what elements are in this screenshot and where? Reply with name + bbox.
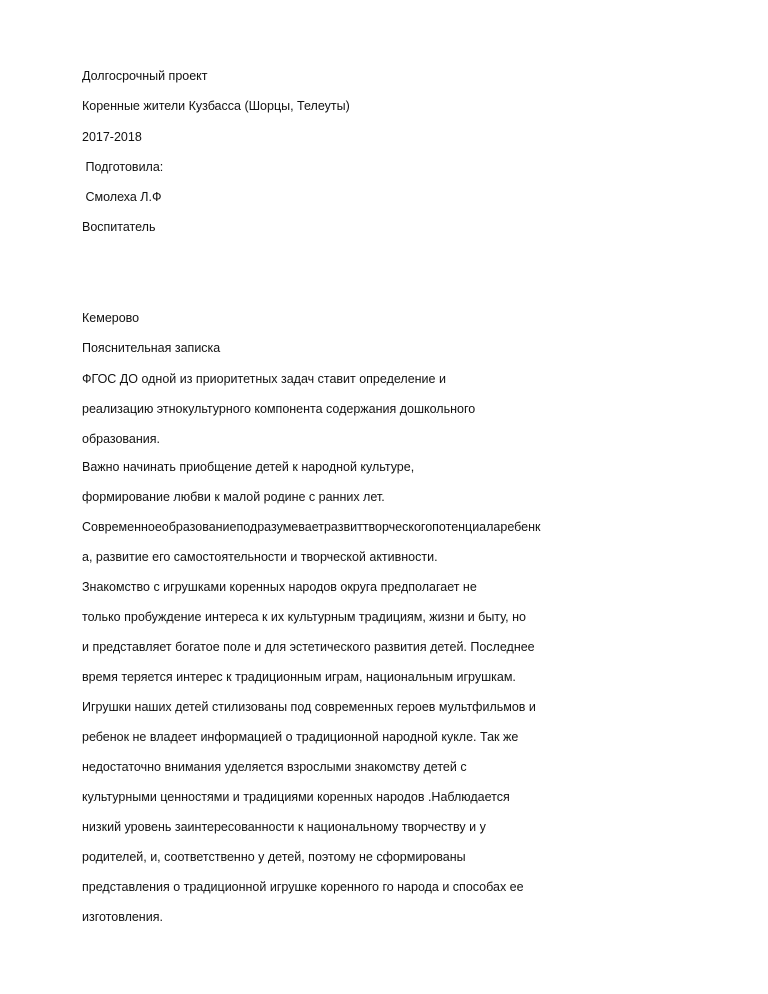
paragraph-line: ФГОС ДО одной из приоритетных задач ставит определение и	[82, 372, 446, 386]
paragraph-line: ребенок не владеет информацией о традиционной народной кукле. Так же	[82, 730, 519, 744]
project-title: Коренные жители Кузбасса (Шорцы, Телеуты)	[82, 99, 350, 113]
paragraph-line: низкий уровень заинтересованности к национальному творчеству и у	[82, 820, 486, 834]
paragraph-line: Знакомство с игрушками коренных народов округа предполагает не	[82, 580, 477, 594]
prepared-by-label: Подготовила:	[82, 160, 164, 174]
author-name: Смолеха Л.Ф	[82, 190, 162, 204]
paragraph-line: представления о традиционной игрушке коренного го народа и способах ее	[82, 880, 524, 894]
project-type: Долгосрочный проект	[82, 69, 208, 83]
city-name: Кемерово	[82, 311, 140, 325]
paragraph-line: а, развитие его самостоятельности и творческой активности.	[82, 550, 438, 564]
paragraph-line: Современноеобразованиеподразумеваетразвиттворческогопотенциаларебенк	[82, 520, 541, 534]
paragraph-line: формирование любви к малой родине с ранних лет.	[82, 490, 385, 504]
paragraph-line: образования.	[82, 432, 160, 446]
project-years: 2017-2018	[82, 130, 142, 144]
paragraph-line: реализацию этнокультурного компонента содержания дошкольного	[82, 402, 476, 416]
paragraph-line: родителей, и, соответственно у детей, поэтому не сформированы	[82, 850, 466, 864]
paragraph-line: изготовления.	[82, 910, 163, 924]
paragraph-line: культурными ценностями и традициями коренных народов .Наблюдается	[82, 790, 510, 804]
paragraph-line: и представляет богатое поле и для эстетического развития детей. Последнее	[82, 640, 535, 654]
author-position: Воспитатель	[82, 220, 156, 234]
paragraph-line: недостаточно внимания уделяется взрослыми знакомству детей с	[82, 760, 467, 774]
paragraph-line: Важно начинать приобщение детей к народной культуре,	[82, 460, 415, 474]
paragraph-line: только пробуждение интереса к их культурным традициям, жизни и быту, но	[82, 610, 526, 624]
paragraph-line: Игрушки наших детей стилизованы под современных героев мультфильмов и	[82, 700, 536, 714]
paragraph-line: время теряется интерес к традиционным играм, национальным игрушкам.	[82, 670, 516, 684]
section-heading: Пояснительная записка	[82, 341, 221, 355]
